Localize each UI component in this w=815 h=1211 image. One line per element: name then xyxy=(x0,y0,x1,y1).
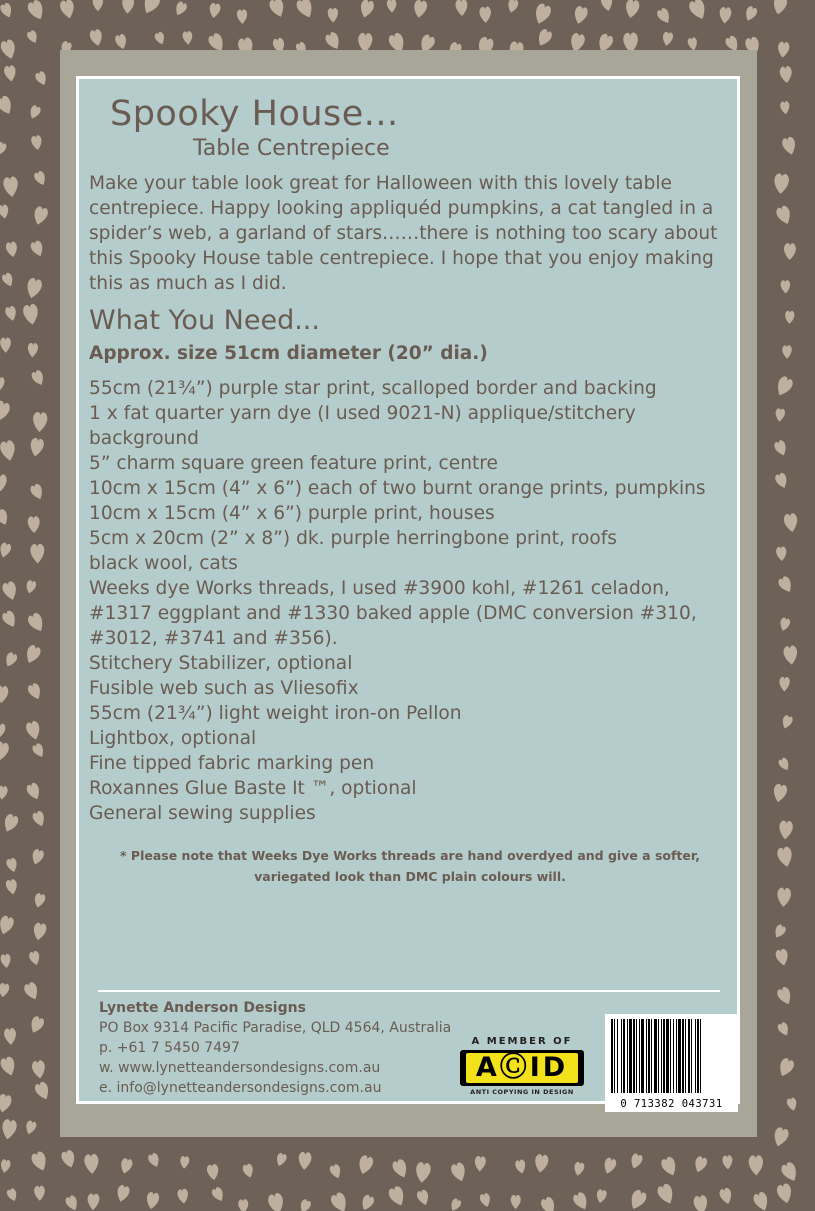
heart-shape xyxy=(31,1060,46,1080)
heart-shape xyxy=(5,241,18,258)
heart-shape xyxy=(0,204,10,220)
heart-shape xyxy=(27,343,38,358)
heart-shape xyxy=(31,742,47,759)
heart-shape xyxy=(182,31,193,45)
heart-shape xyxy=(783,645,799,665)
heart-shape xyxy=(773,173,789,195)
heart-shape xyxy=(773,375,794,399)
heart-shape xyxy=(656,1182,677,1206)
heart-shape xyxy=(0,474,7,491)
heart-shape xyxy=(358,0,375,19)
material-item: Lightbox, optional xyxy=(89,728,257,749)
heart-shape xyxy=(771,1126,790,1148)
heart-shape xyxy=(298,1198,313,1211)
heart-shape xyxy=(777,575,795,595)
heart-shape xyxy=(5,857,19,873)
heart-shape xyxy=(660,1155,680,1178)
heart-shape xyxy=(748,1155,763,1176)
heart-shape xyxy=(60,1149,77,1170)
heart-shape xyxy=(28,950,41,966)
heart-shape xyxy=(539,1196,558,1211)
heart-shape xyxy=(28,104,42,120)
heart-shape xyxy=(26,611,47,634)
size-line: Approx. size 51cm diameter (20” dia.) xyxy=(89,343,488,364)
heart-shape xyxy=(776,546,787,561)
heart-shape xyxy=(0,508,11,527)
heart-shape xyxy=(776,986,795,1007)
heart-shape xyxy=(122,0,135,14)
heart-shape xyxy=(514,1159,527,1175)
heart-shape xyxy=(571,1191,590,1211)
heart-shape xyxy=(237,9,248,24)
heart-shape xyxy=(0,377,5,390)
material-item: 55cm (21¾”) light weight iron-on Pellon xyxy=(89,703,462,724)
heart-shape xyxy=(772,783,789,803)
heart-shape xyxy=(0,1055,18,1077)
heart-shape xyxy=(573,1161,585,1176)
heart-shape xyxy=(33,1081,52,1102)
heart-shape xyxy=(535,28,554,49)
heart-shape xyxy=(32,922,48,941)
heart-shape xyxy=(208,2,221,19)
heart-shape xyxy=(30,135,43,151)
material-item: Stitchery Stabilizer, optional xyxy=(89,653,353,674)
heart-shape xyxy=(140,0,162,16)
heart-shape xyxy=(777,757,791,773)
heart-shape xyxy=(89,28,104,47)
heart-shape xyxy=(780,280,790,294)
heart-shape xyxy=(114,33,128,50)
heart-shape xyxy=(210,1186,226,1203)
heart-shape xyxy=(145,1191,160,1210)
heart-shape xyxy=(0,38,18,60)
heart-shape xyxy=(479,1192,492,1208)
heart-shape xyxy=(416,1189,431,1207)
heart-shape xyxy=(356,1154,374,1176)
heart-shape xyxy=(1,609,19,629)
heart-shape xyxy=(23,981,41,1002)
heart-shape xyxy=(627,1188,648,1211)
heart-shape xyxy=(624,0,641,19)
heart-shape xyxy=(774,472,790,490)
heart-shape xyxy=(0,2,14,20)
heart-shape xyxy=(779,677,790,692)
acid-member-text: A MEMBER OF xyxy=(471,1036,573,1047)
barcode-number: 0 713382 043731 xyxy=(620,1098,723,1110)
heart-shape xyxy=(180,1156,190,1169)
heart-shape xyxy=(743,5,759,23)
heart-shape xyxy=(329,1191,350,1211)
phone-number: p. +61 7 5450 7497 xyxy=(99,1040,240,1056)
heart-shape xyxy=(359,1194,375,1211)
heart-shape xyxy=(780,714,794,730)
heart-shape xyxy=(771,0,788,16)
heart-shape xyxy=(268,0,287,19)
heart-shape xyxy=(28,1015,46,1035)
divider xyxy=(98,990,720,992)
heart-shape xyxy=(93,0,103,11)
heart-shape xyxy=(26,29,40,44)
heart-shape xyxy=(777,887,792,907)
material-item: 1 x fat quarter yarn dye (I used 9021-N) applique/stitchery background xyxy=(89,403,636,449)
heart-shape xyxy=(30,544,45,564)
material-item: 10cm x 15cm (4” x 6”) each of two burnt orange prints, pumpkins xyxy=(89,478,706,499)
heart-shape xyxy=(0,915,15,937)
heart-shape xyxy=(752,1191,771,1211)
heart-shape xyxy=(28,516,41,533)
heart-shape xyxy=(0,740,10,762)
heart-shape xyxy=(0,723,6,739)
heart-shape xyxy=(147,1152,162,1169)
page-title: Spooky House... xyxy=(110,94,399,134)
website-link[interactable]: w. www.lynetteandersondesigns.com.au xyxy=(99,1060,381,1076)
heart-shape xyxy=(206,1164,220,1181)
heart-shape xyxy=(0,399,12,423)
heart-shape xyxy=(779,66,793,84)
heart-shape xyxy=(511,1195,521,1209)
heart-shape xyxy=(267,1192,286,1211)
heart-shape xyxy=(295,0,316,20)
heart-shape xyxy=(0,141,8,156)
acid-badge xyxy=(460,1050,584,1086)
heart-shape xyxy=(0,685,9,703)
heart-shape xyxy=(719,7,732,24)
heart-shape xyxy=(661,31,673,47)
heart-shape xyxy=(391,1158,411,1180)
heart-shape xyxy=(602,1157,618,1176)
heart-shape xyxy=(0,439,17,462)
barcode xyxy=(605,1014,738,1112)
heart-shape xyxy=(328,8,339,23)
heart-shape xyxy=(781,136,798,156)
heart-shape xyxy=(0,1159,11,1174)
heart-shape xyxy=(479,7,491,24)
heart-shape xyxy=(785,311,795,324)
heart-shape xyxy=(24,1120,38,1136)
heart-shape xyxy=(29,239,45,258)
heart-shape xyxy=(4,1028,17,1046)
material-item: 10cm x 15cm (4” x 6”) purple print, houses xyxy=(89,503,495,524)
heart-shape xyxy=(722,1155,733,1170)
heart-shape xyxy=(25,720,43,741)
heart-shape xyxy=(474,1156,486,1172)
material-item: 55cm (21¾”) purple star print, scalloped border and backing xyxy=(89,378,657,399)
heart-shape xyxy=(656,7,673,26)
heart-shape xyxy=(414,1162,431,1184)
heart-shape xyxy=(572,5,589,25)
heart-shape xyxy=(87,1193,100,1210)
heart-shape xyxy=(387,0,397,13)
heart-shape xyxy=(34,1186,45,1201)
acid-wordmark: AⒸID xyxy=(466,1053,578,1083)
heart-shape xyxy=(329,1163,343,1180)
material-item: Fine tipped fabric marking pen xyxy=(89,753,375,774)
heart-shape xyxy=(0,785,8,800)
intro-paragraph: Make your table look great for Halloween with this lovely table centrepiece. Happy looking appliquéd pumpkins, a cat tangled in a spider’s web, a garland of stars……there is nothing too scary about this Spooky House table centrepiece. I hope that you enjoy making this as much as I did. xyxy=(89,173,718,294)
material-item: black wool, cats xyxy=(89,553,238,574)
heart-shape xyxy=(30,1150,50,1173)
heart-shape xyxy=(387,1185,408,1209)
heart-shape xyxy=(26,682,43,702)
heart-shape xyxy=(778,820,793,840)
heart-shape xyxy=(64,1194,80,1211)
heart-shape xyxy=(506,0,519,14)
acid-logo xyxy=(458,1036,586,1098)
heart-shape xyxy=(59,0,76,20)
heart-shape xyxy=(775,205,794,227)
heart-shape xyxy=(31,205,49,226)
postal-address: PO Box 9314 Pacific Paradise, QLD 4564, Australia xyxy=(99,1020,452,1036)
heart-shape xyxy=(0,1118,17,1140)
heart-shape xyxy=(775,408,786,422)
heart-shape xyxy=(29,483,45,502)
heart-shape xyxy=(4,305,18,322)
heart-shape xyxy=(33,170,48,187)
contact-block xyxy=(99,998,479,1098)
heart-shape xyxy=(782,345,792,358)
heart-shape xyxy=(6,1187,19,1202)
heart-shape xyxy=(119,1157,134,1175)
heart-shape xyxy=(412,0,428,19)
heart-shape xyxy=(773,439,789,457)
heart-shape xyxy=(30,369,46,387)
heart-shape xyxy=(177,1188,189,1204)
heart-shape xyxy=(26,0,47,22)
heart-shape xyxy=(776,1057,796,1079)
heart-shape xyxy=(30,848,45,866)
heart-shape xyxy=(154,31,167,46)
heart-shape xyxy=(1,272,16,289)
heart-shape xyxy=(29,437,45,457)
heart-shape xyxy=(693,1195,709,1211)
heart-shape xyxy=(595,1189,607,1204)
heart-shape xyxy=(238,1199,249,1211)
barcode-bars xyxy=(611,1019,732,1093)
heart-shape xyxy=(32,412,48,433)
heart-shape xyxy=(3,651,19,669)
heart-shape xyxy=(5,879,18,896)
what-you-need-heading: What You Need... xyxy=(89,305,320,336)
heart-shape xyxy=(0,953,12,968)
page-subtitle: Table Centrepiece xyxy=(193,136,390,161)
heart-shape xyxy=(784,243,796,260)
heart-shape xyxy=(242,1163,255,1179)
heart-shape xyxy=(718,1187,733,1206)
heart-shape xyxy=(450,1161,469,1183)
heart-shape xyxy=(31,810,47,828)
heart-shape xyxy=(776,1021,791,1038)
material-item: Roxannes Glue Baste It ™, optional xyxy=(89,778,417,799)
heart-shape xyxy=(24,579,37,594)
heart-shape xyxy=(324,31,343,52)
company-name: Lynette Anderson Designs xyxy=(99,1000,306,1016)
heart-shape xyxy=(778,617,791,632)
material-item: 5cm x 20cm (2” x 8”) dk. purple herringbone print, roofs xyxy=(89,528,617,549)
heart-shape xyxy=(532,2,553,26)
heart-shape xyxy=(3,176,20,198)
heart-shape xyxy=(779,1161,800,1184)
material-item: 5” charm square green feature print, centre xyxy=(89,453,498,474)
thread-footnote: * Please note that Weeks Dye Works threads are hand overdyed and give a softer, variegated look than DMC plain colours will. xyxy=(120,848,700,884)
heart-shape xyxy=(1,813,20,834)
material-item: Fusible web such as Vliesofix xyxy=(89,678,359,699)
heart-shape xyxy=(22,303,40,325)
materials-list xyxy=(89,376,729,826)
heart-shape xyxy=(783,513,799,533)
heart-shape xyxy=(115,1184,131,1203)
material-item: General sewing supplies xyxy=(89,803,316,824)
heart-shape xyxy=(448,1197,462,1211)
heart-shape xyxy=(25,782,43,802)
heart-shape xyxy=(23,644,42,666)
heart-shape xyxy=(0,338,11,353)
heart-shape xyxy=(298,1152,312,1171)
heart-shape xyxy=(687,0,709,22)
heart-shape xyxy=(455,0,468,16)
heart-shape xyxy=(34,70,49,87)
heart-shape xyxy=(629,1153,644,1171)
heart-shape xyxy=(1,580,19,602)
heart-shape xyxy=(534,1154,550,1174)
email-link[interactable]: e. info@lynetteandersondesigns.com.au xyxy=(99,1080,382,1096)
heart-shape xyxy=(776,1183,794,1205)
heart-shape xyxy=(0,94,15,116)
heart-shape xyxy=(777,41,790,58)
heart-shape xyxy=(84,1154,100,1175)
heart-shape xyxy=(24,277,43,300)
heart-shape xyxy=(33,892,47,909)
heart-shape xyxy=(0,1093,13,1114)
heart-shape xyxy=(0,982,10,998)
heart-shape xyxy=(0,542,12,559)
heart-shape xyxy=(3,65,17,83)
heart-shape xyxy=(776,846,794,868)
heart-shape xyxy=(775,948,790,967)
acid-tagline: ANTI COPYING IN DESIGN xyxy=(470,1088,574,1096)
heart-shape xyxy=(173,0,188,17)
heart-shape xyxy=(780,101,791,115)
heart-shape xyxy=(692,1155,708,1174)
heart-shape xyxy=(772,923,787,940)
heart-shape xyxy=(274,1152,287,1168)
heart-shape xyxy=(786,1097,798,1112)
material-item: Weeks dye Works threads, I used #3900 kohl, #1261 celadon, #1317 eggplant and #1330 baked apple (DMC conversion #310, #3012, #3741 and #356). xyxy=(89,578,697,649)
heart-shape xyxy=(600,0,614,12)
